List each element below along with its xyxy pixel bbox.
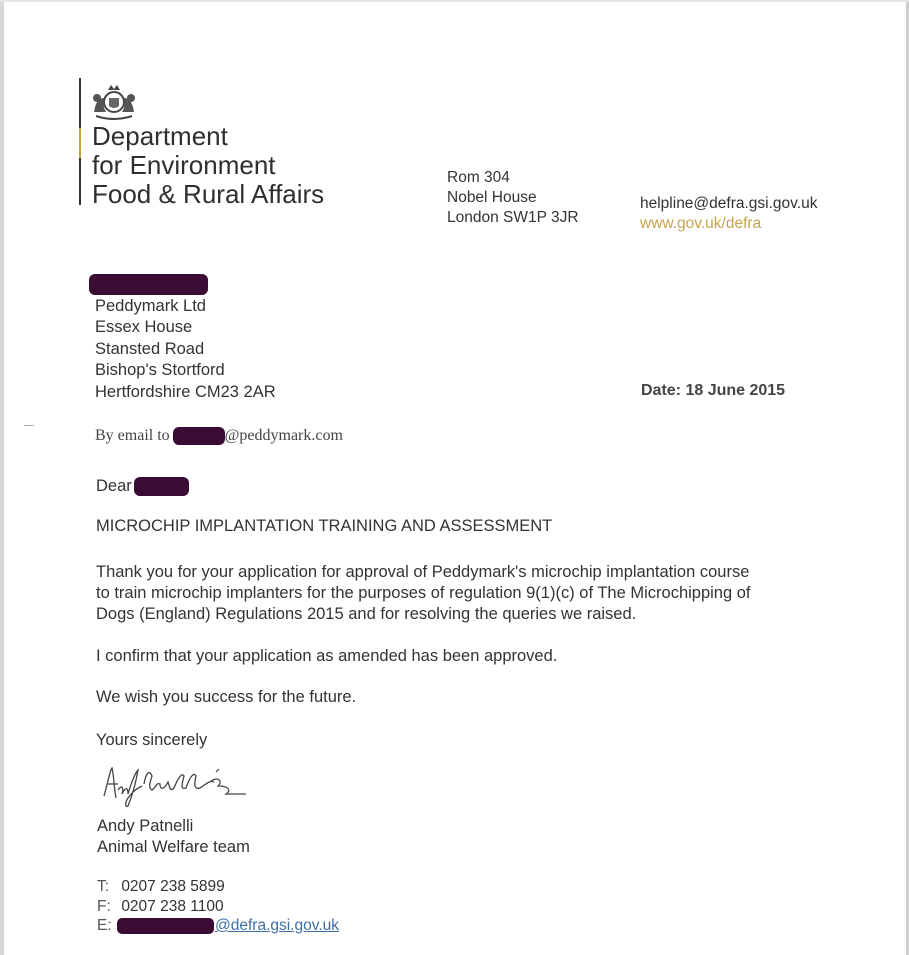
signatory-name: Andy Patnelli [97,817,194,835]
recipient-line: Stansted Road [95,339,205,358]
paragraph-wishes: We wish you success for the future. [96,688,357,706]
telephone-label: T: [97,878,110,895]
recipient-line: Hertfordshire CM23 2AR [95,382,276,401]
recipient-line: Bishop's Stortford [95,361,225,380]
salutation-text: Dear [96,477,132,495]
recipient-address [95,296,276,403]
email-row [97,916,339,936]
office-address-line: Rom 304 [447,169,510,186]
letter-date: Date: 18 June 2015 [641,382,786,399]
punch-mark [24,425,34,426]
telephone-row [97,877,339,897]
royal-coat-of-arms-icon [88,78,140,122]
signatory [97,816,250,858]
email-link[interactable]: @defra.gsi.gov.uk [215,917,340,934]
department-name-line: for Environment [92,150,276,180]
contact-block [640,194,817,234]
handwritten-signature [98,762,258,810]
email-label: E: [97,917,112,934]
paragraph-confirmation: I confirm that your application as amended has been approved. [96,647,558,665]
by-email-prefix: By email to [95,427,170,444]
paragraph-approval [96,562,751,625]
scan-edge-top [0,0,909,2]
fax-row [97,897,339,917]
fax-label: F: [97,897,111,915]
paragraph-line: Thank you for your application for approval of Peddymark's microchip implantation course [96,563,750,581]
recipient-line: Essex House [95,318,193,337]
paragraph-line: Dogs (England) Regulations 2015 and for resolving the queries we raised. [96,605,637,623]
recipient-line: Peddymark Ltd [95,297,206,315]
closing: Yours sincerely [96,731,208,749]
redacted-email-user [117,918,214,934]
office-address-line: London SW1P 3JR [447,209,579,226]
redacted-salutation-name [134,477,189,496]
by-email-domain: @peddymark.com [224,427,343,444]
helpline-email[interactable]: helpline@defra.gsi.gov.uk [640,195,818,212]
department-name [92,122,324,209]
department-name-line: Food & Rural Affairs [92,179,325,209]
scan-edge-left [0,0,4,955]
paragraph-line: to train microchip implanters for the purposes of regulation 9(1)(c) of The Microchipping of [96,584,751,602]
website-link[interactable]: www.gov.uk/defra [640,215,762,232]
department-name-line: Department [92,121,228,151]
redacted-email-user [173,427,225,445]
office-address-line: Nobel House [447,189,537,206]
signatory-team: Animal Welfare team [97,838,250,856]
logo-accent [79,128,81,158]
letter-subject: MICROCHIP IMPLANTATION TRAINING AND ASSESSMENT [96,517,553,535]
office-address [447,168,579,228]
fax-number: 0207 238 1100 [121,897,224,915]
contact-details [97,877,339,936]
telephone-number: 0207 238 5899 [121,878,225,895]
redacted-recipient-name [89,274,208,295]
by-email-line [95,427,343,445]
salutation [96,477,189,496]
